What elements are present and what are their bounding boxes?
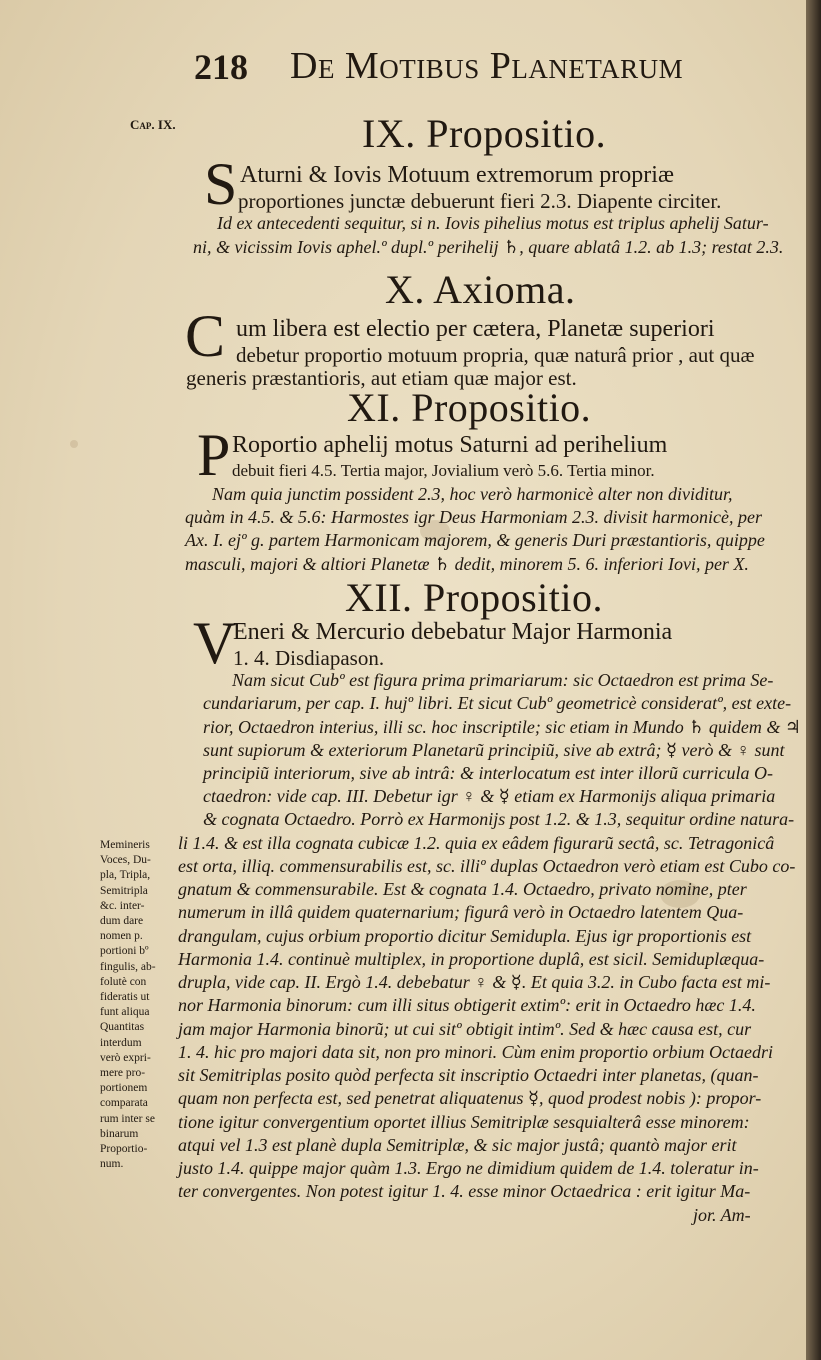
margin-line: rum inter se: [100, 1112, 155, 1125]
italic-line: quàm in 4.5. & 5.6: Harmostes igr Deus Harmoniam 2.3. divisit harmonicè, per: [185, 507, 762, 527]
text-line: debuit fieri 4.5. Tertia major, Jovialium verò 5.6. Tertia minor.: [232, 461, 655, 480]
margin-line: nomen p.: [100, 930, 143, 943]
italic-line: tione igitur convergentium oportet illius Semitriplæ sesquialterâ esse minorem:: [178, 1112, 750, 1132]
text-line: debetur proportio motuum propria, quæ naturâ prior , aut quæ: [236, 343, 755, 367]
italic-line: atqui vel 1.3 est planè dupla Semitriplæ, & sic major justâ; quantò major erit: [178, 1135, 737, 1155]
drop-cap-x: C: [185, 303, 226, 369]
text-line: 1. 4. Disdiapason.: [233, 646, 385, 670]
margin-line: mere pro-: [100, 1067, 146, 1080]
text-line: Roportio aphelij motus Saturni ad perihelium: [232, 432, 668, 458]
italic-line: jam major Harmonia binorũ; ut cui sitº obtigit intimº. Sed & hæc causa est, cur: [178, 1019, 752, 1039]
text-line: Eneri & Mercurio debebatur Major Harmonia: [233, 619, 673, 645]
page-number: 218: [194, 47, 248, 87]
margin-line: portionem: [100, 1082, 148, 1095]
section-heading-ix: IX. Propositio.: [362, 111, 607, 156]
paper-stain: [70, 440, 78, 448]
italic-line: 1. 4. hic pro majori data sit, non pro minori. Cùm enim proportio orbium Octaedri: [178, 1042, 774, 1062]
margin-line: fideratis ut: [100, 991, 150, 1004]
margin-line: Voces, Du-: [100, 854, 151, 867]
italic-line: masculi, majori & altiori Planetæ ♄ dedit, minorem 5. 6. inferiori Iovi, per X.: [185, 554, 749, 574]
catchword: jor. Am-: [693, 1205, 751, 1225]
italic-line: li 1.4. & est illa cognata cubicæ 1.2. quia ex eâdem figurarũ sectâ, sc. Tetragonicâ: [178, 833, 775, 853]
italic-line: est orta, illiq. commensurabilis est, sc. illiº duplas Octaedron verò etiam est Cubo co-: [178, 856, 796, 876]
italic-line: numerum in illâ quidem quaternarium; figurâ verò in Octaedro latentem Qua-: [178, 902, 744, 922]
margin-line: Semitripla: [100, 884, 148, 897]
margin-line: folutè con: [100, 975, 147, 988]
italic-line: Harmonia 1.4. continuè multiplex, in proportione duplâ, est sicil. Semiduplæqua-: [178, 949, 765, 969]
margin-line: portioni bº: [100, 945, 149, 958]
italic-line: Nam sicut Cubº est figura prima primariarum: sic Octaedron est prima Se-: [232, 670, 774, 690]
italic-line: Id ex antecedenti sequitur, si n. Iovis pihelius motus est triplus aphelij Satur-: [217, 213, 769, 233]
italic-line: rior, Octaedron interius, illi sc. hoc inscriptile; sic etiam in Mundo ♄ quidem & ♃: [203, 717, 802, 737]
text-line: generis præstantioris, aut etiam quæ major est.: [186, 366, 577, 390]
italic-line: sit Semitriplas posito quòd perfecta sit inscriptio Octaedri inter planetas, (quan-: [178, 1065, 759, 1085]
chapter-label: Cap. IX.: [130, 117, 176, 132]
margin-line: interdum: [100, 1036, 142, 1049]
italic-line: Ax. I. ejº g. partem Harmonicam majorem, & generis Duri præstantioris, quippe: [185, 530, 765, 550]
section-heading-xii: XII. Propositio.: [345, 575, 603, 620]
margin-line: dum dare: [100, 915, 144, 928]
text-line: um libera est electio per cætera, Planetæ superiori: [236, 316, 715, 342]
italic-line: ter convergentes. Non potest igitur 1. 4. esse minor Octaedrica : erit igitur Ma-: [178, 1181, 751, 1201]
italic-line: ni, & vicissim Iovis aphel.º dupl.º perihelij ♄, quare ablatâ 1.2. ab 1.3; restat 2.3.: [193, 237, 784, 257]
margin-line: funt aliqua: [100, 1006, 150, 1019]
running-head: De Motibus Planetarum: [290, 45, 684, 87]
margin-line: fingulis, ab-: [100, 960, 156, 973]
drop-cap-ix: S: [204, 151, 238, 217]
margin-line: verò expri-: [100, 1051, 151, 1064]
margin-line: Memineris: [100, 839, 150, 851]
margin-line: Quantitas: [100, 1021, 145, 1034]
marginal-note: [100, 838, 178, 1172]
italic-line: drangulam, cujus orbium proportio dicitur Semidupla. Ejus igr proportionis est: [178, 926, 752, 946]
drop-cap-xii: V: [193, 610, 237, 676]
italic-line: Nam quia junctim possident 2.3, hoc verò harmonicè alter non dividitur,: [212, 484, 733, 504]
margin-line: comparata: [100, 1097, 148, 1110]
section-heading-x: X. Axioma.: [385, 267, 576, 312]
margin-line: pla, Tripla,: [100, 869, 151, 882]
italic-line: & cognata Octaedro. Porrò ex Harmonijs post 1.2. & 1.3, sequitur ordine natura-: [203, 809, 795, 829]
margin-line: binarum: [100, 1127, 139, 1140]
italic-line: gnatum & commensurabile. Est & cognata 1.4. Octaedro, privato nomine, pter: [178, 879, 747, 899]
italic-line: justo 1.4. quippe major quàm 1.3. Ergo ne dimidium quidem de 1.4. toleratur in-: [178, 1158, 759, 1178]
drop-cap-xi: P: [197, 422, 231, 488]
margin-line: &c. inter-: [100, 899, 145, 912]
book-edge: [806, 0, 821, 1360]
italic-line: sunt supiorum & exteriorum Planetarũ principiũ, sive ab extrâ; ☿ verò & ♀ sunt: [203, 740, 785, 760]
text-line: proportiones junctæ debuerunt fieri 2.3. Diapente circiter.: [238, 189, 722, 213]
italic-line: nor Harmonia binorum: cum illi situs obtigerit extimº: erit in Octaedro hæc 1.4.: [178, 995, 756, 1015]
text-line: Aturni & Iovis Motuum extremorum propriæ: [240, 162, 674, 188]
section-heading-xi: XI. Propositio.: [347, 385, 592, 430]
italic-line: quam non perfecta est, sed penetrat aliquatenus ☿, quod prodest nobis ): propor-: [178, 1088, 762, 1108]
italic-line: cundariarum, per cap. I. hujº libri. Et sicut Cubº geometricè consideratº, est exte-: [203, 693, 792, 713]
italic-line: drupla, vide cap. II. Ergò 1.4. debebatur ♀ & ☿. Et quia 3.2. in Cubo facta est mi-: [178, 972, 771, 992]
italic-line: principiũ interiorum, sive ab intrâ: & interlocatum est inter illorũ curricula O-: [203, 763, 773, 783]
margin-line: num.: [100, 1158, 124, 1171]
italic-line: ctaedron: vide cap. III. Debetur igr ♀ & ☿ etiam ex Harmonijs aliqua primaria: [203, 786, 776, 806]
margin-line: Proportio-: [100, 1143, 148, 1156]
